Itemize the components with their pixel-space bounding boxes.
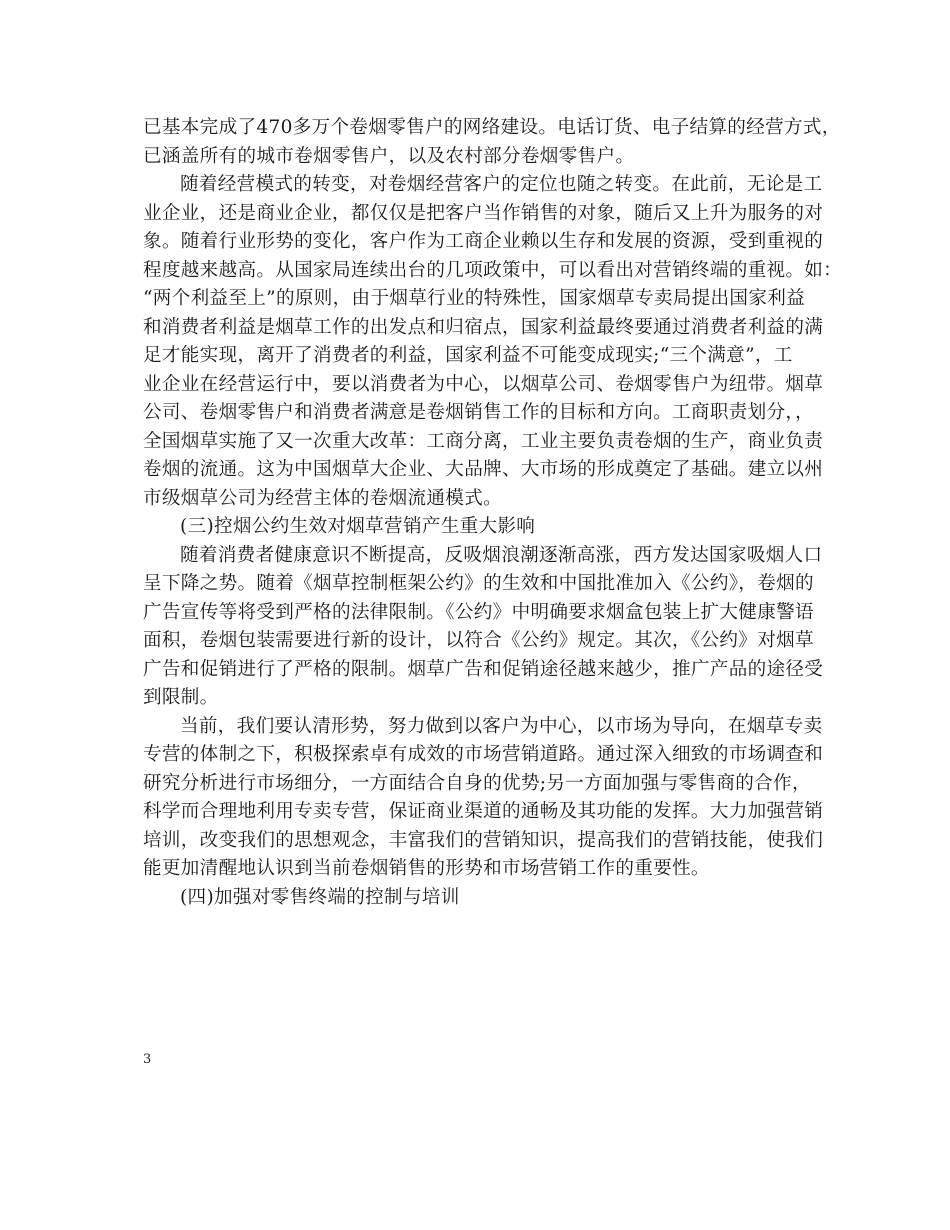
text-line: 已基本完成了470多万个卷烟零售户的网络建设。电话订货、电子结算的经营方式， (143, 117, 841, 138)
page-number: 3 (143, 1052, 152, 1067)
text-line: 和消费者利益是烟草工作的出发点和归宿点，国家利益最终要通过消费者利益的满 (143, 316, 824, 338)
text-line: 能更加清醒地认识到当前卷烟销售的形势和市场营销工作的重要性。 (143, 858, 710, 879)
text-line: 业企业，还是商业企业，都仅仅是把客户当作销售的对象，随后又上升为服务的对 (143, 202, 824, 224)
text-line: 研究分析进行市场细分，一方面结合自身的优势;另一方面加强与零售商的合作， (143, 772, 811, 794)
text-line: 卷烟的流通。这为中国烟草大企业、大品牌、大市场的形成奠定了基础。建立以州 (143, 459, 824, 480)
text-line: 全国烟草实施了又一次重大改革：工商分离，工业主要负责卷烟的生产，商业负责 (143, 430, 824, 452)
text-line: 市级烟草公司为经营主体的卷烟流通模式。 (143, 487, 502, 509)
text-line: 程度越来越高。从国家局连续出台的几项政策中，可以看出对营销终端的重视。如： (143, 259, 843, 281)
section-heading: (四)加强对零售终端的控制与培训 (180, 886, 460, 908)
text-line: 公司、卷烟零售户和消费者满意是卷烟销售工作的目标和方向。工商职责划分，， (143, 402, 814, 423)
text-line: 专营的体制之下，积极探索卓有成效的市场营销道路。通过深入细致的市场调查和 (143, 744, 824, 765)
text-line: 呈下降之势。随着《烟草控制框架公约》的生效和中国批准加入《公约》，卷烟的 (143, 573, 814, 594)
text-line: 随着消费者健康意识不断提高，反吸烟浪潮逐渐高涨，西方发达国家吸烟人口 (180, 544, 823, 566)
section-heading: (三)控烟公约生效对烟草营销产生重大影响 (180, 516, 536, 537)
text-line: 科学而合理地利用专卖专营，保证商业渠道的通畅及其功能的发挥。大力加强营销 (143, 801, 824, 822)
text-line: 面积，卷烟包装需要进行新的设计，以符合《公约》规定。其次，《公约》对烟草 (143, 630, 814, 651)
text-line: 广告和促销进行了严格的限制。烟草广告和促销途径越来越少，推广产品的途径受 (143, 658, 824, 680)
text-line: 当前，我们要认清形势，努力做到以客户为中心，以市场为导向，在烟草专卖 (180, 715, 823, 737)
text-line: 已涵盖所有的城市卷烟零售户，以及农村部分卷烟零售户。 (143, 145, 635, 167)
text-line: 象。随着行业形势的变化，客户作为工商企业赖以生存和发展的资源，受到重视的 (143, 231, 824, 252)
text-line: 培训，改变我们的思想观念，丰富我们的营销知识，提高我们的营销技能，使我们 (143, 829, 824, 851)
text-line: 到限制。 (143, 687, 219, 708)
text-line: “两个利益至上”的原则，由于烟草行业的特殊性，国家烟草专卖局提出国家利益 (143, 288, 805, 309)
document-body (143, 114, 843, 912)
text-line: 足才能实现，离开了消费者的利益，国家利益不可能变成现实;“三个满意”，工 (143, 345, 793, 366)
text-line: 业企业在经营运行中，要以消费者为中心，以烟草公司、卷烟零售户为纽带。烟草 (143, 373, 824, 395)
text-line: 广告宣传等将受到严格的法律限制。《公约》中明确要求烟盒包装上扩大健康警语 (143, 601, 814, 623)
body-text (143, 114, 843, 912)
text-line: 随着经营模式的转变，对卷烟经营客户的定位也随之转变。在此前，无论是工 (180, 174, 823, 195)
